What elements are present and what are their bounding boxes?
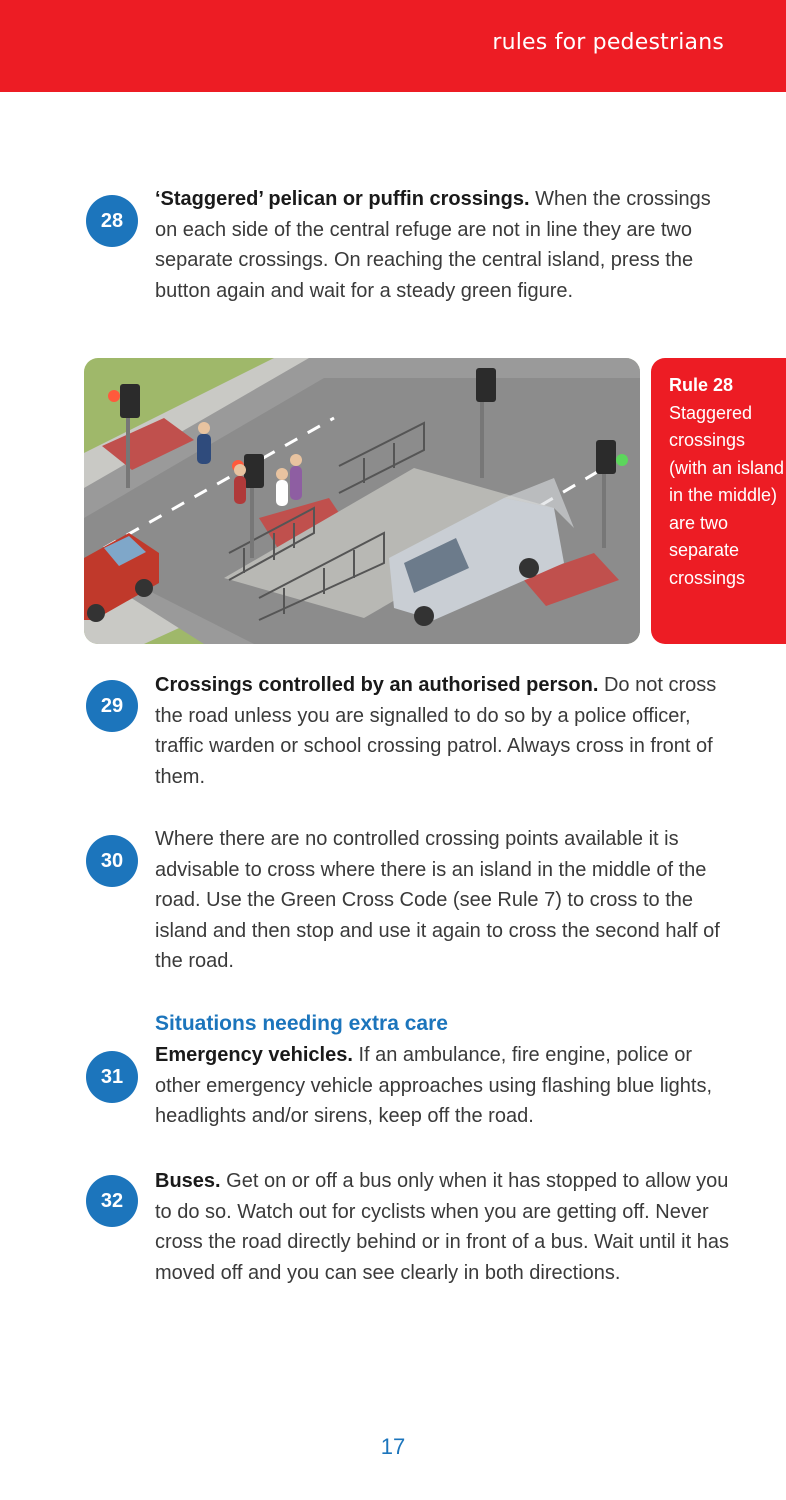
caption-title: Rule 28 <box>669 375 734 395</box>
page-number: 17 <box>380 1434 406 1459</box>
rule-number-badge: 28 <box>86 195 138 247</box>
rule-body: Get on or off a bus only when it has stopped to allow you to do so. Watch out for cyclists when you are getting off. Never cross the road directly behind or in front of a bus. Wait until it has moved off and you can see clearly in both directions. <box>155 1170 729 1284</box>
illustration-caption <box>651 358 786 644</box>
rule-body: Where there are no controlled crossing points available it is advisable to cross where there is an island in the middle of the road. Use the Green Cross Code (see Rule 7) to cross to the island and then stop and use it again to cross the second half of the road. <box>155 828 720 972</box>
header-title: rules for pedestrians <box>492 30 724 55</box>
rule-text <box>155 1166 730 1288</box>
caption-text: Staggered crossings (with an island in the middle) are two separate crossings <box>669 402 785 588</box>
rule-text <box>155 824 730 977</box>
rule-number-badge: 29 <box>86 680 138 732</box>
staggered-crossing-illustration <box>84 358 640 644</box>
rule-heading: Crossings controlled by an authorised person. <box>155 674 599 696</box>
crossing-scene-image <box>84 358 640 644</box>
rule-text <box>155 1040 730 1132</box>
rule-heading: ‘Staggered’ pelican or puffin crossings. <box>155 188 530 210</box>
rule-body: Do not cross the road unless you are signalled to do so by a police officer, traffic warden or school crossing patrol. Always cross in front of them. <box>155 674 717 788</box>
rule-body: If an ambulance, fire engine, police or other emergency vehicle approaches using flashing blue lights, headlights and/or sirens, keep off the road. <box>155 1044 713 1127</box>
rule-number-badge: 30 <box>86 835 138 887</box>
rule-body: When the crossings on each side of the central refuge are not in line they are two separate crossings. On reaching the central island, press the button again and wait for a steady green figure. <box>155 188 711 302</box>
rule-text <box>155 670 730 792</box>
rule-heading: Emergency vehicles. <box>155 1044 353 1066</box>
rule-number-badge: 31 <box>86 1051 138 1103</box>
page-header <box>0 0 786 92</box>
rule-heading: Buses. <box>155 1170 221 1192</box>
rule-text <box>155 184 730 306</box>
section-heading: Situations needing extra care <box>155 1012 448 1035</box>
rule-number-badge: 32 <box>86 1175 138 1227</box>
